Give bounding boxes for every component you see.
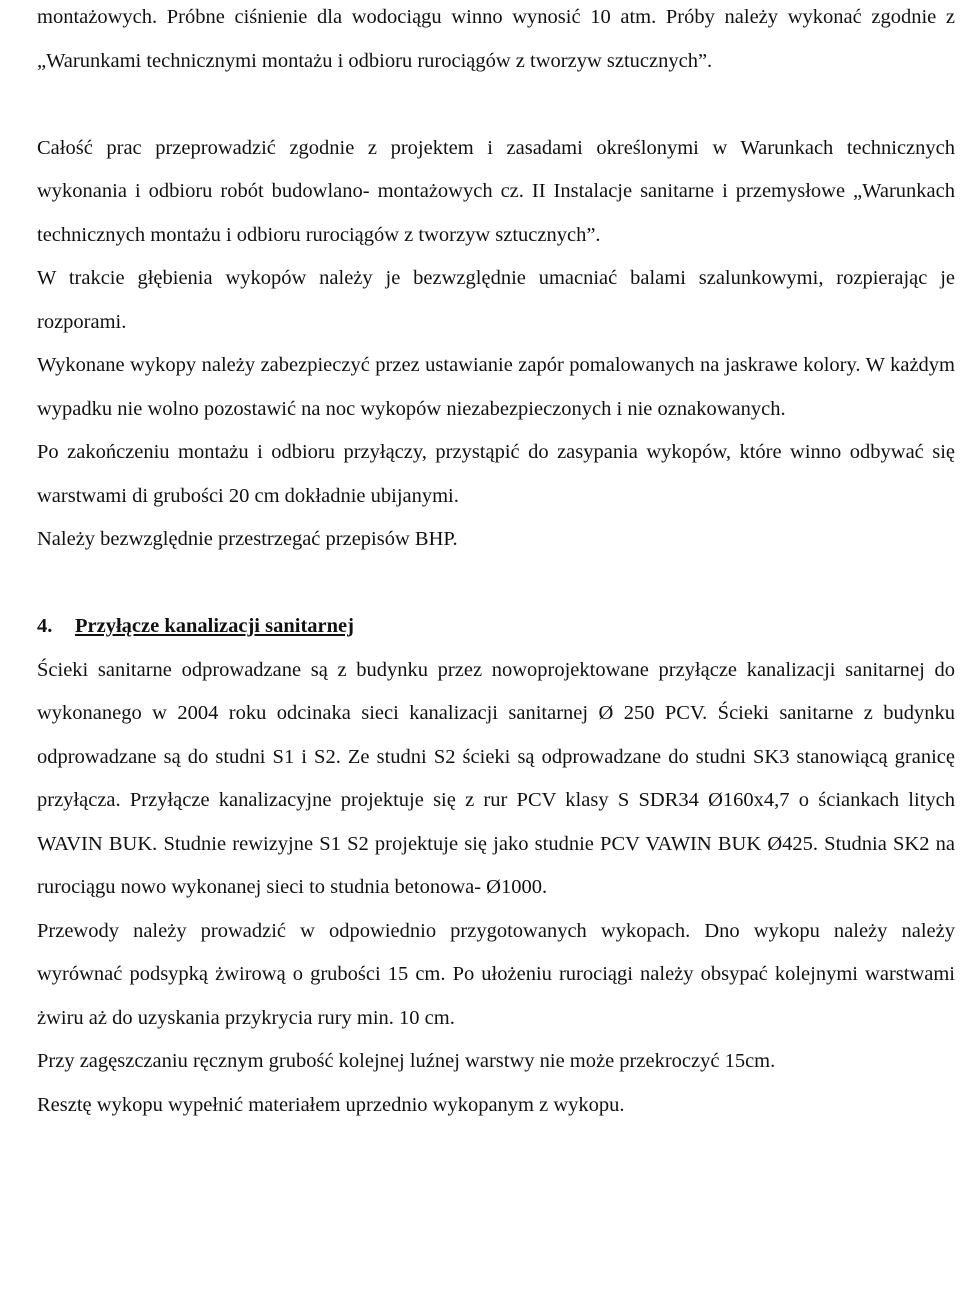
paragraph-backfilling: Po zakończeniu montażu i odbioru przyłączy, przystąpić do zasypania wykopów, które winno odbywać się warstwami di grubości 20 cm dokładnie ubijanymi. bbox=[37, 441, 955, 507]
paragraph-compaction: Przy zagęszczaniu ręcznym grubość kolejnej luźnej warstwy nie może przekroczyć 15cm. bbox=[37, 1050, 776, 1072]
paragraph-pressure-test: montażowych. Próbne ciśnienie dla wodociągu winno wynosić 10 atm. Próby należy wykonać zgodnie z „Warunkami technicznymi montażu i odbioru rurociągów z tworzyw sztucznych”. bbox=[37, 6, 955, 72]
paragraph-bhp: Należy bezwzględnie przestrzegać przepisów BHP. bbox=[37, 528, 458, 550]
paragraph-refill: Resztę wykopu wypełnić materiałem uprzednio wykopanym z wykopu. bbox=[37, 1093, 625, 1116]
paragraph-sewer-description: Ścieki sanitarne odprowadzane są z budynku przez nowoprojektowane przyłącze kanalizacji sanitarnej do wykonanego w 2004 roku odcinaka sieci kanalizacji sanitarnej Ø 250 PCV. Ścieki sanitarne z budynku odprowadzane są do studni S1 i S2. Ze studni S2 ścieki są odprowadzane do studni SK3 stanowiącą granicę przyłącza. Przyłącze kanalizacyjne projektuje się z rur PCV klasy S SDR34 Ø160x4,7 o ściankach litych WAVIN BUK. Studnie rewizyjne S1 S2 projektuje się jako studnie PCV VAWIN BUK Ø425. Studnia SK2 na rurociągu nowo wykonanej sieci to studnia betonowa- Ø1000. bbox=[37, 658, 955, 898]
document-page bbox=[37, 0, 955, 1127]
paragraph-gap bbox=[37, 83, 955, 127]
paragraph-excavation-safety: Wykonane wykopy należy zabezpieczyć przez ustawianie zapór pomalowanych na jaskrawe kolory. W każdym wypadku nie wolno pozostawić na noc wykopów niezabezpieczonych i nie oznakowanych. bbox=[37, 354, 955, 420]
section-number: 4. bbox=[37, 615, 53, 637]
section-heading bbox=[37, 605, 955, 649]
paragraph-works-compliance: Całość prac przeprowadzić zgodnie z projektem i zasadami określonymi w Warunkach technicznych wykonania i odbioru robót budowlano- montażowych cz. II Instalacje sanitarne i przemysłowe „Warunkach technicznych montażu i odbioru rurociągów z tworzyw sztucznych”. bbox=[37, 136, 955, 246]
paragraph-excavation-support: W trakcie głębienia wykopów należy je bezwzględnie umacniać balami szalunkowymi, rozpierając je rozporami. bbox=[37, 267, 955, 333]
paragraph-pipe-laying: Przewody należy prowadzić w odpowiednio przygotowanych wykopach. Dno wykopu należy należy wyrównać podsypką żwirową o grubości 15 cm. Po ułożeniu rurociągi należy obsypać kolejnymi warstwami żwiru aż do uzyskania przykrycia rury min. 10 cm. bbox=[37, 919, 955, 1029]
section-title: Przyłącze kanalizacji sanitarnej bbox=[75, 615, 354, 637]
section-gap bbox=[37, 562, 955, 606]
